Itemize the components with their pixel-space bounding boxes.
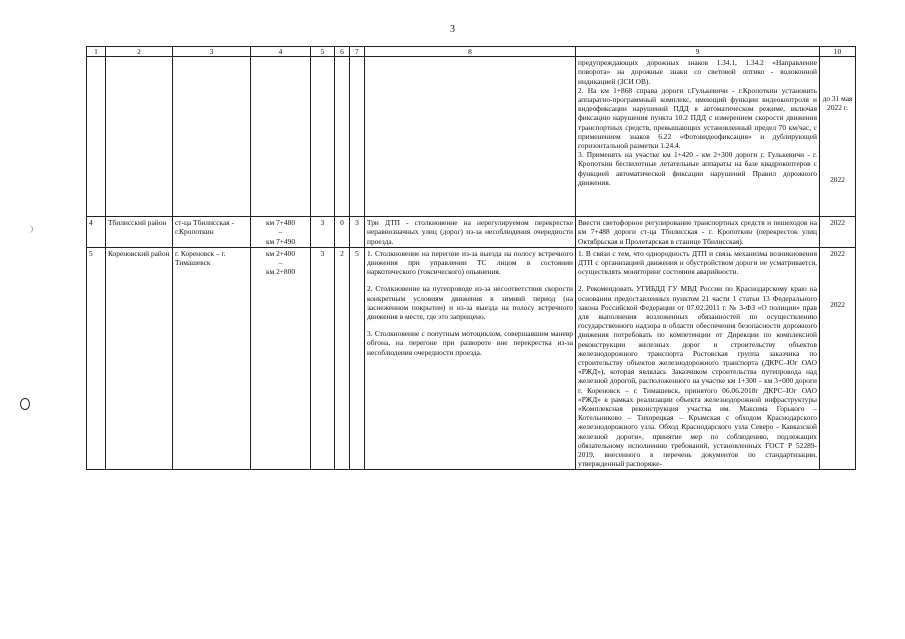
measures-table <box>86 46 856 470</box>
deadline-cell <box>820 217 856 248</box>
measure-text: 1. В связи с тем, что однородность ДТП и связь механизма возникновения ДТП с организацией движения и обустройством дороги не усматривается, осуществлять мониторинг состояния аварийности. <box>578 248 817 277</box>
count-cell: 0 <box>335 217 350 248</box>
deadline-text: 2022 <box>830 218 845 228</box>
header-number-row <box>87 47 856 57</box>
cause-text: Три ДТП - столкновение на нерегулируемом перекрестке неравнозначных улиц (дорог) из-за несоблюдения очередности проезда. <box>367 218 573 246</box>
road-cell: г. Кореновск – г. Тимашевск <box>173 247 251 470</box>
measure-text: предупреждающих дорожных знаков 1.34.1, 1.34.2 «Направление поворота» на дорожные знаки со световой оптико - волоконной индикацией (ЗСИ ОВ). <box>578 58 817 86</box>
deadline-cell <box>820 247 856 470</box>
count-cell: 3 <box>350 217 365 248</box>
km-dash: – <box>278 258 283 268</box>
header-cell: 2 <box>106 47 173 57</box>
district-cell: Тбилисский район <box>106 217 173 248</box>
header-cell: 10 <box>820 47 856 57</box>
measure-text: 2. На км 1+868 справа дороги г.Гулькевичи - г.Кропоткин установить аппаратно-программный комплекс, имеющий функции видеоконтроля и видеофиксации нарушений ПДД в автоматическом режиме, включая фиксацию нарушения пункта 10.2 ПДД с измерением скорости движения транспортных средств, превышающих установленный предел 70 км/час, с применением знаков 6.22 «Фотовидеофиксация» и дублирующей горизонтальной разметки 1.24.4. <box>578 85 817 151</box>
header-cell: 9 <box>576 47 820 57</box>
table-row <box>87 57 856 217</box>
header-cell: 8 <box>365 47 576 57</box>
count-cell: 5 <box>350 247 365 470</box>
km-cell <box>251 217 311 248</box>
km-to: км 2+800 <box>265 267 296 277</box>
measures-cell <box>576 247 820 470</box>
margin-mark <box>26 225 33 233</box>
count-cell: 3 <box>311 247 335 470</box>
measures-cell <box>576 217 820 248</box>
cause-text: 2. Столкновение на путепроводе из-за несоответствия скорости конкретным условиям движения в зимний период (на заснеженном покрытии) и из-за выезда на полосу встречного движения в месте, где это запрещено. <box>367 284 573 322</box>
cause-text: 1. Столкновение на перегоне из-за выезда на полосу встречного движения при управлении ТС лицом в состоянии наркотического (токсического) опьянения. <box>367 248 573 277</box>
km-to: км 7+490 <box>265 236 296 246</box>
cause-text: 3. Столкновение с попутным мотоциклом, совершавшим маневр обгона, на перегоне при развороте вне перекрестка из-за несоблюдения очередности проезда. <box>367 329 573 357</box>
km-from: км 7+480 <box>265 218 296 228</box>
count-cell: 2 <box>335 247 350 470</box>
header-cell: 4 <box>251 47 311 57</box>
header-cell: 6 <box>335 47 350 57</box>
deadline-text: 2022 <box>830 174 845 184</box>
deadline-text: 2022 <box>830 300 845 310</box>
measure-text: 3. Применять на участке км 1+420 - км 2+300 дороги г. Гулькевичи - г. Кропоткин беспилотные летательные аппараты на базе квадрокоптеров с функцией автоматической фиксации нарушений Правил дорожного движения. <box>578 150 817 187</box>
deadline-cell <box>820 57 856 217</box>
deadline-text: 2022 <box>830 248 845 258</box>
header-cell: 1 <box>87 47 106 57</box>
row-number: 4 <box>87 217 106 248</box>
header-cell: 7 <box>350 47 365 57</box>
page-number: 3 <box>450 24 455 35</box>
cause-cell <box>365 247 576 470</box>
header-cell: 3 <box>173 47 251 57</box>
measure-text: 2. Рекомендовать УГИБДД ГУ МВД России по Краснодарскому краю на основании предоставленных пунктом 21 части 1 статьи 13 Федерального закона Российской Федерации от 07.02.2011 г. № 3-ФЗ «О полиции» прав для выполнения возложенных обязанностей по осуществлению государственного надзора в области обеспечения безопасности дорожного движения потребовать по компетенции от Дирекции по комплексной реконструкции железных дорог и строительству объектов железнодорожного транспорта Ростовская группа заказчика по строительству объектов железнодорожного транспорта (ДКРС–Юг ОАО «РЖД»), которая являлась Заказчиком строительства путепровода над железной дорогой, расположенного на участке км 1+300 – км 3+000 дороги г. Кореновск – г. Тимашевск, принятого 06.06.2018г ДКРС–Юг ОАО «РЖД» в рамках реализации объекта железнодорожной инфраструктуры «Комплексная реконструкция участка им. Максима Горького – Котельниково – Тихорецкая – Крымская с обходом Краснодарского железнодорожного узла. Обход Краснодарского узла Северо - Кавказской железной дороги», принятие мер по соблюдению, подлежащих обязательному исполнению требований, установленных ГОСТ Р 52289-2019, внесенного в перечень документов по стандартизации, утвержденный распоряже- <box>578 284 817 469</box>
table-row <box>87 247 856 470</box>
km-from: км 2+400 <box>265 248 296 258</box>
cause-cell <box>365 217 576 248</box>
header-cell: 5 <box>311 47 335 57</box>
measure-text: Ввести светофорное регулирование транспортных средств и пешеходов на км 7+488 дороги ст-ца Тбилисская - г. Кропоткин (перекресток улиц Октябрьская и Пролетарская в станице Тбилисская). <box>578 218 817 246</box>
measures-cell <box>576 57 820 217</box>
deadline-text: до 31 мая 2022 г. <box>822 94 853 113</box>
punch-hole-mark <box>20 398 30 410</box>
km-dash: – <box>278 227 283 237</box>
district-cell: Кореновский район <box>106 247 173 470</box>
km-cell <box>251 247 311 470</box>
road-cell: ст-ца Тбилисская - г.Кропоткин <box>173 217 251 248</box>
table-row <box>87 217 856 248</box>
count-cell: 3 <box>311 217 335 248</box>
row-number: 5 <box>87 247 106 470</box>
